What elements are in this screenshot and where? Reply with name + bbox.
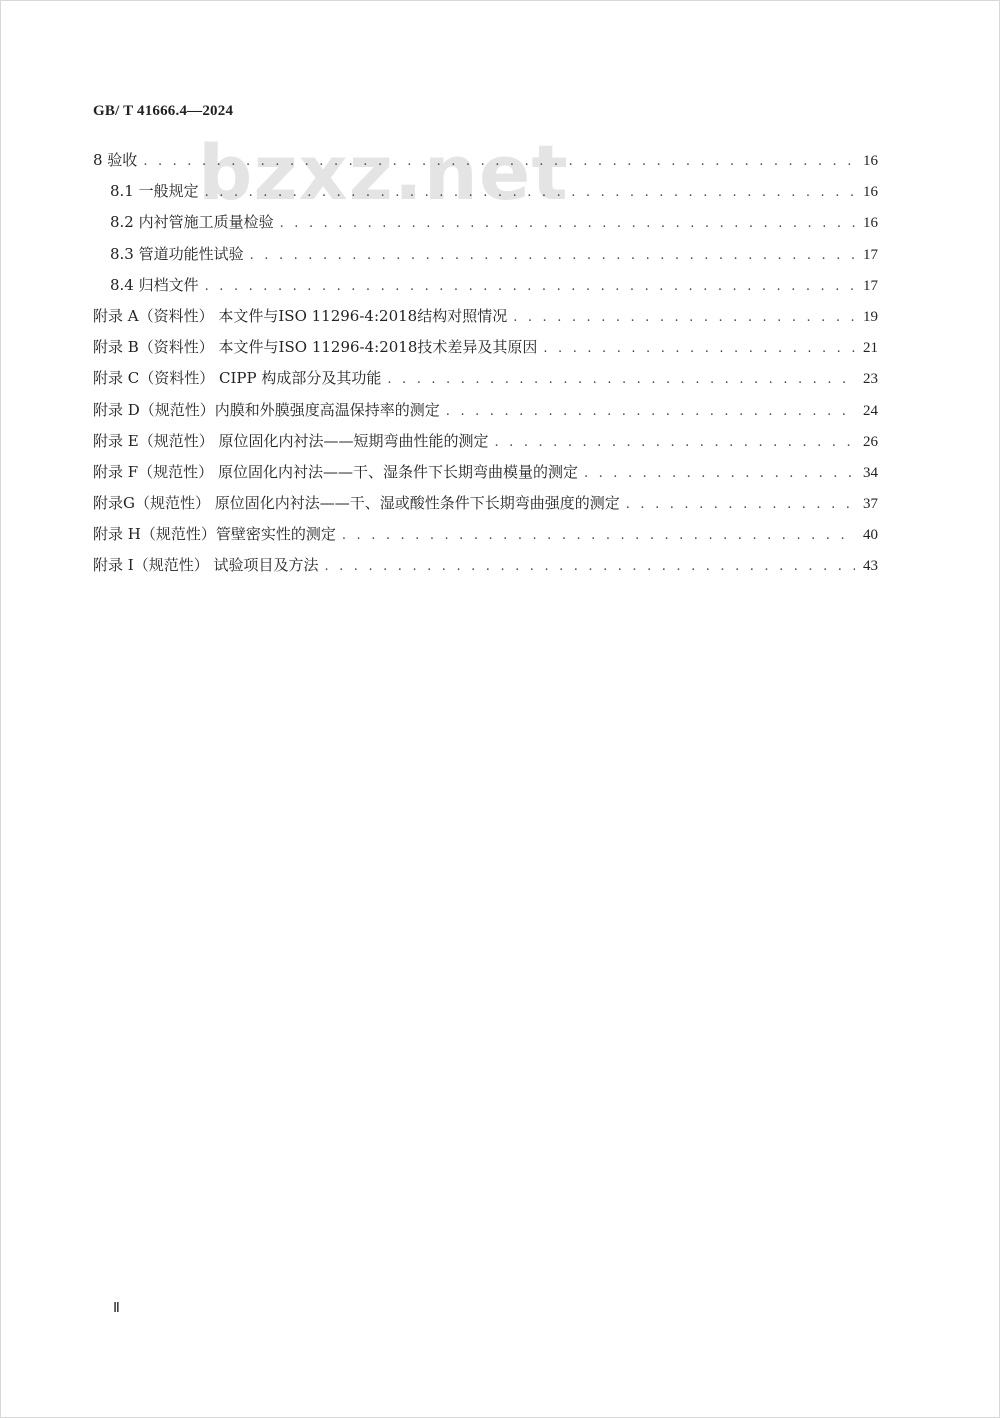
toc-entry-page: 16 bbox=[863, 215, 878, 232]
toc-dot-leader bbox=[280, 216, 855, 231]
toc-entry-title: 附录 D（规范性）内膜和外膜强度高温保持率的测定 bbox=[93, 400, 440, 419]
toc-entry-title: 8.4 归档文件 bbox=[110, 275, 199, 294]
toc-dot-leader bbox=[342, 528, 855, 543]
toc-entry-title: 附录 C（资料性） CIPP 构成部分及其功能 bbox=[93, 369, 382, 388]
toc-dot-leader bbox=[446, 404, 855, 419]
toc-dot-leader bbox=[387, 372, 855, 387]
toc-entry-title: 8.3 管道功能性试验 bbox=[110, 244, 244, 263]
toc-entry-title: 附录 E（规范性） 原位固化内衬法——短期弯曲性能的测定 bbox=[93, 431, 489, 450]
toc-entry-title: 附录 B（资料性） 本文件与ISO 11296-4:2018技术差异及其原因 bbox=[93, 338, 538, 357]
toc-entry-page: 24 bbox=[863, 402, 878, 419]
toc-dot-leader bbox=[324, 559, 855, 574]
toc-entry-title: 8.2 内衬管施工质量检验 bbox=[110, 213, 274, 232]
toc-entry-page: 37 bbox=[863, 496, 878, 513]
toc-entry[interactable] bbox=[93, 367, 878, 398]
toc-dot-leader bbox=[205, 279, 855, 294]
toc-entry-page: 21 bbox=[863, 340, 878, 357]
toc-entry[interactable] bbox=[93, 211, 878, 242]
toc-entry-page: 40 bbox=[863, 527, 878, 544]
toc-entry[interactable] bbox=[93, 180, 878, 211]
toc-dot-leader bbox=[205, 185, 855, 200]
toc-entry-title: 附录 H（规范性）管壁密实性的测定 bbox=[93, 525, 336, 544]
toc-entry[interactable] bbox=[93, 523, 878, 554]
toc-entry[interactable] bbox=[93, 399, 878, 430]
toc-entry[interactable] bbox=[93, 274, 878, 305]
toc-entry-title: 8 验收 bbox=[93, 151, 138, 169]
toc-entry-title: 8.1 一般规定 bbox=[110, 182, 199, 201]
page-number: Ⅱ bbox=[113, 1301, 120, 1316]
toc-entry-page: 17 bbox=[863, 246, 878, 263]
toc-entry[interactable] bbox=[93, 305, 878, 336]
toc-entry[interactable] bbox=[93, 430, 878, 461]
toc-entry-page: 43 bbox=[863, 558, 878, 575]
toc-entry[interactable] bbox=[93, 243, 878, 274]
toc-entry[interactable] bbox=[93, 336, 878, 367]
toc-entry-title: 附录 F（规范性） 原位固化内衬法——干、湿条件下长期弯曲模量的测定 bbox=[93, 462, 578, 481]
toc-entry-page: 26 bbox=[863, 433, 878, 450]
toc-dot-leader bbox=[513, 310, 855, 325]
toc-entry[interactable] bbox=[93, 461, 878, 492]
toc-entry-title: 附录G（规范性） 原位固化内衬法——干、湿或酸性条件下长期弯曲强度的测定 bbox=[93, 494, 620, 513]
document-code: GB/ T 41666.4—2024 bbox=[93, 103, 234, 119]
toc-entry-title: 附录 A（资料性） 本文件与ISO 11296-4:2018结构对照情况 bbox=[93, 306, 508, 325]
toc-entry-page: 23 bbox=[863, 371, 878, 388]
toc-dot-leader bbox=[543, 341, 855, 356]
toc-dot-leader bbox=[626, 497, 855, 512]
toc-entry[interactable] bbox=[93, 149, 878, 180]
toc-entry-page: 34 bbox=[863, 464, 878, 481]
toc-entry[interactable] bbox=[93, 554, 878, 585]
toc-dot-leader bbox=[250, 248, 855, 263]
toc-entry-page: 19 bbox=[863, 308, 878, 325]
watermark-logo: bzxz.net bbox=[198, 128, 569, 217]
toc-dot-leader bbox=[584, 466, 855, 481]
table-of-contents bbox=[93, 149, 878, 586]
toc-dot-leader bbox=[495, 435, 856, 450]
toc-entry-title: 附录 I（规范性） 试验项目及方法 bbox=[93, 556, 319, 575]
toc-entry-page: 16 bbox=[863, 184, 878, 201]
toc-dot-leader bbox=[143, 154, 855, 169]
toc-entry[interactable] bbox=[93, 492, 878, 523]
toc-entry-page: 16 bbox=[863, 153, 878, 169]
toc-entry-page: 17 bbox=[863, 277, 878, 294]
